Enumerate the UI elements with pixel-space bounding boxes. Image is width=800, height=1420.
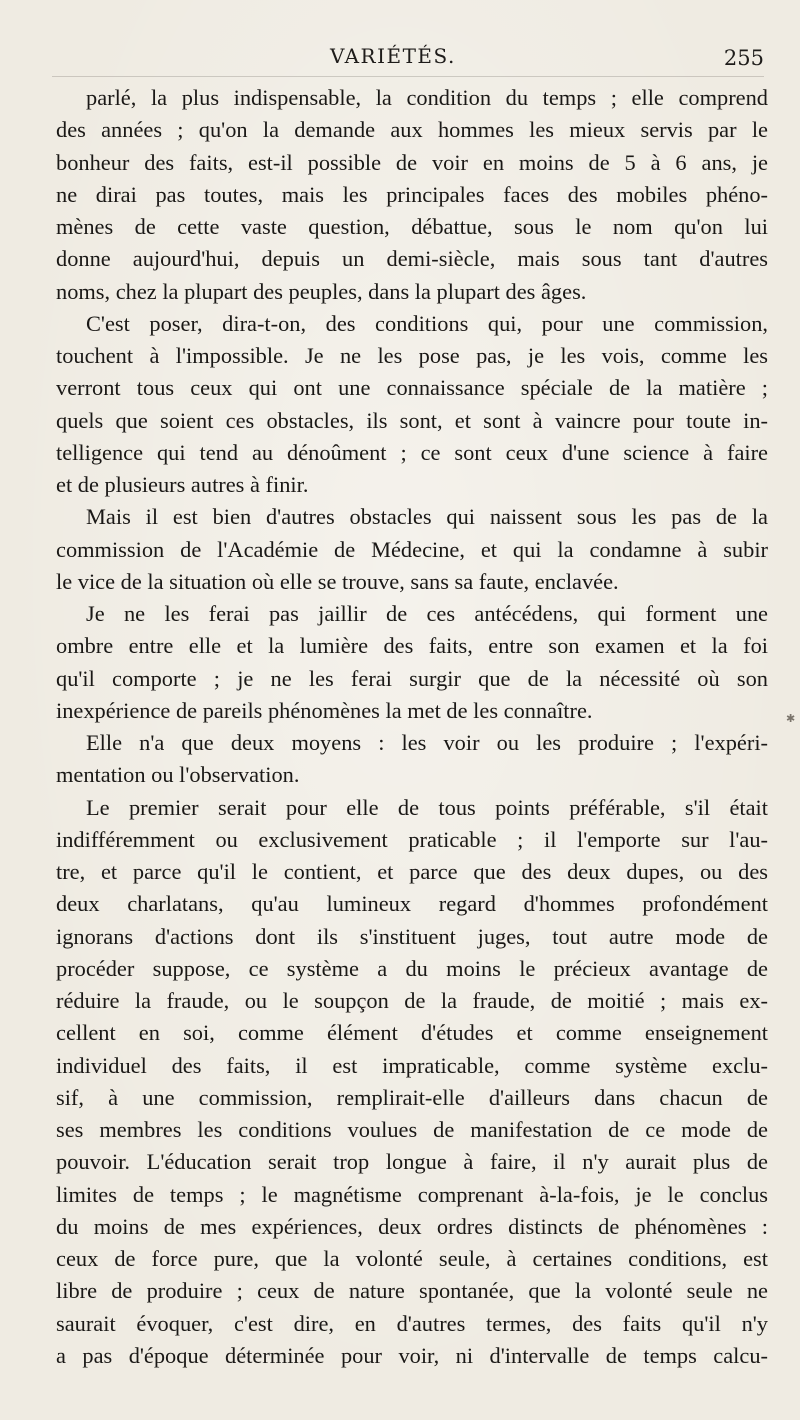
text-line: Je ne les ferai pas jaillir de ces antécédens, qui forment une <box>86 601 768 626</box>
text-line: donne aujourd'hui, depuis un demi-siècle, mais sous tant d'autres <box>56 246 768 272</box>
text-line: deux charlatans, qu'au lumineux regard d'hommes profondément <box>56 891 768 917</box>
paragraph <box>56 727 768 792</box>
text-line: ignorans d'actions dont ils s'instituent juges, tout autre mode de <box>56 923 768 949</box>
text-line: Elle n'a que deux moyens : les voir ou les produire ; l'expéri- <box>86 730 768 755</box>
text-line: le vice de la situation où elle se trouve, sans sa faute, enclavée. <box>56 568 619 594</box>
text-line: individuel des faits, il est impraticable, comme système exclu- <box>56 1052 768 1078</box>
paragraph <box>56 598 768 727</box>
text-line: a pas d'époque déterminée pour voir, ni d'intervalle de temps calcu- <box>56 1342 768 1368</box>
margin-mark: ✱ <box>786 712 796 725</box>
text-line: cellent en soi, comme élément d'études et comme enseignement <box>56 1020 768 1046</box>
text-line: tre, et parce qu'il le contient, et parce que des deux dupes, ou des <box>56 859 768 884</box>
text-line: commission de l'Académie de Médecine, et qui la condamne à subir <box>56 536 768 562</box>
text-line: parlé, la plus indispensable, la condition du temps ; elle comprend <box>86 85 768 110</box>
text-line: ombre entre elle et la lumière des faits, entre son examen et la foi <box>56 633 768 659</box>
paragraph <box>56 501 768 598</box>
paragraph <box>56 82 768 308</box>
text-line: saurait évoquer, c'est dire, en d'autres termes, des faits qu'il n'y <box>56 1310 768 1336</box>
text-line: limites de temps ; le magnétisme comprenant à-la-fois, je le conclus <box>56 1181 768 1207</box>
paragraph <box>56 792 768 1373</box>
page-header <box>0 40 800 80</box>
text-line: sif, à une commission, remplirait-elle d'ailleurs dans chacun de <box>56 1084 768 1110</box>
text-line: quels que soient ces obstacles, ils sont, et sont à vaincre pour toute in- <box>56 407 768 433</box>
text-line: Le premier serait pour elle de tous points préférable, s'il était <box>86 794 768 820</box>
text-line: verront tous ceux qui ont une connaissance spéciale de la matière ; <box>56 375 768 401</box>
text-line: pouvoir. L'éducation serait trop longue à faire, il n'y aurait plus de <box>56 1149 768 1175</box>
text-line: inexpérience de pareils phénomènes la met de les connaître. <box>56 697 593 723</box>
text-line: libre de produire ; ceux de nature spontanée, que la volonté seule ne <box>56 1278 768 1304</box>
running-title: VARIÉTÉS. <box>330 44 456 68</box>
text-line: touchent à l'impossible. Je ne les pose pas, je les vois, comme les <box>56 343 768 368</box>
text-line: mènes de cette vaste question, débattue, sous le nom qu'on lui <box>56 214 768 239</box>
text-line: qu'il comporte ; je ne les ferai surgir que de la nécessité où son <box>56 665 768 691</box>
text-line: ses membres les conditions voulues de manifestation de ce mode de <box>56 1117 768 1142</box>
text-line: du moins de mes expériences, deux ordres distincts de phénomènes : <box>56 1213 768 1239</box>
text-line: noms, chez la plupart des peuples, dans la plupart des âges. <box>56 278 587 304</box>
paragraph <box>56 308 768 502</box>
text-line: telligence qui tend au dénoûment ; ce sont ceux d'une science à faire <box>56 439 768 465</box>
header-rule <box>52 76 764 77</box>
text-line: mentation ou l'observation. <box>56 762 300 788</box>
text-line: bonheur des faits, est-il possible de voir en moins de 5 à 6 ans, je <box>56 149 768 175</box>
text-line: des années ; qu'on la demande aux hommes les mieux servis par le <box>56 117 768 143</box>
text-line: ceux de force pure, que la volonté seule, à certaines conditions, est <box>56 1246 768 1271</box>
text-line: C'est poser, dira-t-on, des conditions qui, pour une commission, <box>86 310 768 336</box>
text-line: procéder suppose, ce système a du moins le précieux avantage de <box>56 955 768 981</box>
text-line: réduire la fraude, ou le soupçon de la fraude, de moitié ; mais ex- <box>56 988 768 1013</box>
text-line: indifféremment ou exclusivement praticable ; il l'emporte sur l'au- <box>56 826 768 852</box>
text-line: et de plusieurs autres à finir. <box>56 472 309 497</box>
text-line: Mais il est bien d'autres obstacles qui naissent sous les pas de la <box>86 504 768 530</box>
body-text <box>56 82 768 1372</box>
text-line: ne dirai pas toutes, mais les principales faces des mobiles phéno- <box>56 181 768 207</box>
page-number: 255 <box>723 46 764 70</box>
